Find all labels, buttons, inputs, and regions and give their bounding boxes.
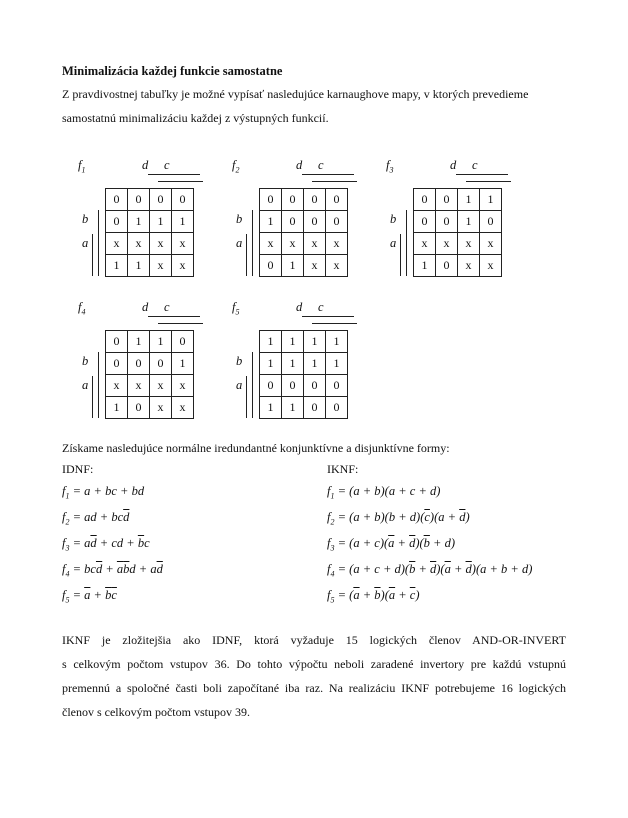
grid-row — [260, 353, 348, 375]
grid-cell: 0 — [172, 331, 194, 353]
grid-cell: 1 — [260, 331, 282, 353]
var-bar-c — [466, 181, 511, 182]
grid-row — [106, 375, 194, 397]
conclusion-line: premennú a spoločné časti boli započítané iba raz. Na realizáciu IKNF potrebujeme 16 logických — [62, 681, 566, 695]
karnaugh-map-f5 — [232, 300, 372, 430]
grid-cell: 1 — [326, 331, 348, 353]
function-label: $f_1$ — [78, 158, 86, 175]
var-bar-c — [158, 181, 203, 182]
grid-cell: 1 — [150, 331, 172, 353]
grid-cell: 0 — [282, 375, 304, 397]
grid-cell: x — [172, 255, 194, 277]
grid-row — [106, 353, 194, 375]
var-label-a: a — [390, 236, 397, 250]
var-bar-a — [246, 234, 247, 276]
grid-cell: 0 — [414, 211, 436, 233]
var-label-d: d — [296, 158, 303, 172]
grid-cell: 0 — [414, 189, 436, 211]
grid-cell: 1 — [282, 331, 304, 353]
karnaugh-grid — [413, 188, 502, 277]
grid-cell: x — [172, 397, 194, 419]
grid-row — [260, 375, 348, 397]
grid-row — [414, 189, 502, 211]
var-bar-d — [148, 316, 200, 317]
intro-line: Z pravdivostnej tabuľky je možné vypísať nasledujúce karnaughove mapy, v ktorých prevedieme — [62, 87, 529, 101]
var-label-a: a — [236, 378, 243, 392]
karnaugh-grid — [105, 330, 194, 419]
iknf-header: IKNF: — [327, 462, 359, 476]
grid-cell: 0 — [128, 397, 150, 419]
var-bar-c — [312, 181, 357, 182]
var-bar-a — [400, 234, 401, 276]
var-label-d: d — [142, 158, 149, 172]
grid-cell: x — [172, 375, 194, 397]
grid-cell: x — [260, 233, 282, 255]
grid-cell: x — [150, 375, 172, 397]
var-bar-d — [302, 316, 354, 317]
grid-cell: x — [128, 375, 150, 397]
grid-row — [260, 211, 348, 233]
grid-cell: 1 — [304, 353, 326, 375]
grid-cell: 0 — [106, 331, 128, 353]
var-label-b: b — [82, 354, 89, 368]
grid-cell: 1 — [282, 353, 304, 375]
grid-cell: 1 — [128, 255, 150, 277]
idnf-equation: $f_1 = a$ + bc + bd — [62, 484, 145, 501]
grid-cell: x — [172, 233, 194, 255]
grid-row — [106, 189, 194, 211]
var-bar-d — [302, 174, 354, 175]
grid-cell: 0 — [304, 189, 326, 211]
karnaugh-map-f4 — [78, 300, 218, 430]
grid-cell: x — [304, 255, 326, 277]
iknf-equation: $f_5 = (\overline{a} + \overline{b})(\overline{a} + \overline{c})$ — [327, 588, 420, 605]
function-label: $f_3$ — [386, 158, 394, 175]
var-label-a: a — [82, 378, 89, 392]
grid-cell: 0 — [326, 189, 348, 211]
grid-cell: 0 — [436, 255, 458, 277]
grid-cell: x — [128, 233, 150, 255]
karnaugh-grid — [259, 188, 348, 277]
var-label-a: a — [82, 236, 89, 250]
grid-cell: x — [150, 255, 172, 277]
grid-row — [106, 211, 194, 233]
var-bar-c — [312, 323, 357, 324]
var-bar-b — [252, 210, 253, 276]
iknf-equation: $f_1 = (a + b)(a + c + d)$ — [327, 484, 441, 501]
var-bar-a — [246, 376, 247, 418]
grid-cell: 0 — [172, 189, 194, 211]
grid-cell: 0 — [304, 397, 326, 419]
karnaugh-map-f3 — [386, 158, 526, 288]
grid-cell: 1 — [304, 331, 326, 353]
grid-cell: x — [106, 233, 128, 255]
grid-cell: 1 — [106, 255, 128, 277]
grid-cell: 0 — [260, 255, 282, 277]
var-bar-b — [406, 210, 407, 276]
grid-cell: x — [414, 233, 436, 255]
grid-cell: x — [150, 233, 172, 255]
grid-cell: 1 — [282, 397, 304, 419]
grid-cell: 0 — [304, 375, 326, 397]
grid-cell: 0 — [150, 189, 172, 211]
karnaugh-grid — [259, 330, 348, 419]
conclusion-line: s celkovým počtom vstupov 36. Do tohto výpočtu neboli zaradené invertory pre každú vstupnú — [62, 657, 566, 671]
grid-cell: 0 — [326, 211, 348, 233]
grid-cell: x — [480, 255, 502, 277]
var-bar-d — [148, 174, 200, 175]
var-label-b: b — [236, 354, 243, 368]
grid-cell: 1 — [458, 211, 480, 233]
grid-cell: 0 — [326, 397, 348, 419]
var-label-c: c — [164, 158, 170, 172]
var-label-c: c — [318, 300, 324, 314]
intro-line: samostatnú minimalizáciu každej z výstupných funkcií. — [62, 111, 329, 125]
grid-cell: x — [282, 233, 304, 255]
grid-cell: 0 — [304, 211, 326, 233]
grid-cell: 0 — [150, 353, 172, 375]
intro-paragraph — [62, 82, 528, 130]
grid-cell: 1 — [260, 211, 282, 233]
grid-cell: 1 — [260, 397, 282, 419]
var-bar-a — [92, 376, 93, 418]
grid-cell: x — [436, 233, 458, 255]
conclusion-paragraph — [62, 628, 566, 724]
idnf-equation: $f_3 = a\overline{d}$ + cd + $\overline{b}c$ — [62, 536, 150, 553]
grid-cell: 1 — [326, 353, 348, 375]
var-bar-c — [158, 323, 203, 324]
grid-cell: 0 — [282, 189, 304, 211]
conclusion-line: členov s celkovým počtom vstupov 39. — [62, 705, 250, 719]
grid-cell: x — [304, 233, 326, 255]
function-label: $f_2$ — [232, 158, 240, 175]
grid-cell: 0 — [260, 375, 282, 397]
grid-cell: 0 — [282, 211, 304, 233]
grid-cell: 0 — [128, 189, 150, 211]
karnaugh-grid — [105, 188, 194, 277]
grid-cell: 0 — [436, 211, 458, 233]
grid-cell: 1 — [260, 353, 282, 375]
grid-cell: 0 — [128, 353, 150, 375]
idnf-equation: $f_4 = bc\overline{d} + \overline{a}\overline{b}d + a\overline{d}$ — [62, 562, 163, 579]
grid-cell: 1 — [128, 211, 150, 233]
grid-cell: 1 — [128, 331, 150, 353]
var-label-d: d — [296, 300, 303, 314]
grid-cell: x — [458, 233, 480, 255]
var-bar-d — [456, 174, 508, 175]
var-bar-a — [92, 234, 93, 276]
grid-row — [260, 189, 348, 211]
grid-cell: 0 — [260, 189, 282, 211]
grid-row — [106, 233, 194, 255]
grid-cell: 0 — [326, 375, 348, 397]
iknf-equation: $f_3 = (a + c)(\overline{a} + \overline{d})(\overline{b} + d)$ — [327, 536, 456, 553]
var-bar-b — [252, 352, 253, 418]
grid-cell: 1 — [414, 255, 436, 277]
grid-cell: x — [326, 255, 348, 277]
grid-cell: 1 — [172, 353, 194, 375]
var-label-c: c — [318, 158, 324, 172]
var-label-b: b — [236, 212, 243, 226]
grid-cell: 1 — [282, 255, 304, 277]
grid-cell: 0 — [106, 211, 128, 233]
idnf-header: IDNF: — [62, 462, 94, 476]
grid-cell: 1 — [150, 211, 172, 233]
var-label-a: a — [236, 236, 243, 250]
grid-row — [106, 397, 194, 419]
grid-row — [106, 255, 194, 277]
grid-cell: 1 — [172, 211, 194, 233]
iknf-equation: $f_4 = (a + c + d)(\overline{b} + \overline{d})(\overline{a} + \overline{d})(a + b + d)$ — [327, 562, 533, 579]
section-heading: Minimalizácia každej funkcie samostatne — [62, 64, 283, 78]
var-label-c: c — [472, 158, 478, 172]
iknf-equation: $f_2 = (a + b)(b + d)(\overline{c})(a + \overline{d})$ — [327, 510, 470, 527]
grid-cell: x — [150, 397, 172, 419]
grid-row — [260, 233, 348, 255]
function-label: $f_5$ — [232, 300, 240, 317]
grid-row — [260, 331, 348, 353]
grid-cell: x — [106, 375, 128, 397]
idnf-equation: $f_5 = \overline{a} + \overline{b}\overline{c}$ — [62, 588, 117, 605]
grid-cell: 0 — [106, 189, 128, 211]
forms-intro: Získame nasledujúce normálne iredundantné konjunktívne a disjunktívne formy: — [62, 441, 450, 455]
var-label-d: d — [142, 300, 149, 314]
var-bar-b — [98, 210, 99, 276]
var-label-b: b — [82, 212, 89, 226]
grid-cell: 1 — [458, 189, 480, 211]
idnf-equation: $f_2$ = ad + $bc\overline{d}$ — [62, 510, 130, 527]
grid-row — [414, 211, 502, 233]
var-label-b: b — [390, 212, 397, 226]
conclusion-line: IKNF je zložitejšia ako IDNF, ktorá vyžaduje 15 logických členov AND-OR-INVERT — [62, 633, 566, 647]
var-label-d: d — [450, 158, 457, 172]
grid-row — [106, 331, 194, 353]
grid-cell: x — [458, 255, 480, 277]
grid-row — [414, 255, 502, 277]
var-label-c: c — [164, 300, 170, 314]
karnaugh-map-f2 — [232, 158, 372, 288]
function-label: $f_4$ — [78, 300, 86, 317]
grid-cell: 1 — [480, 189, 502, 211]
grid-row — [260, 255, 348, 277]
grid-cell: 0 — [480, 211, 502, 233]
karnaugh-map-f1 — [78, 158, 218, 288]
grid-row — [260, 397, 348, 419]
grid-cell: x — [326, 233, 348, 255]
grid-cell: 0 — [106, 353, 128, 375]
grid-row — [414, 233, 502, 255]
grid-cell: x — [480, 233, 502, 255]
var-bar-b — [98, 352, 99, 418]
grid-cell: 1 — [106, 397, 128, 419]
grid-cell: 0 — [436, 189, 458, 211]
